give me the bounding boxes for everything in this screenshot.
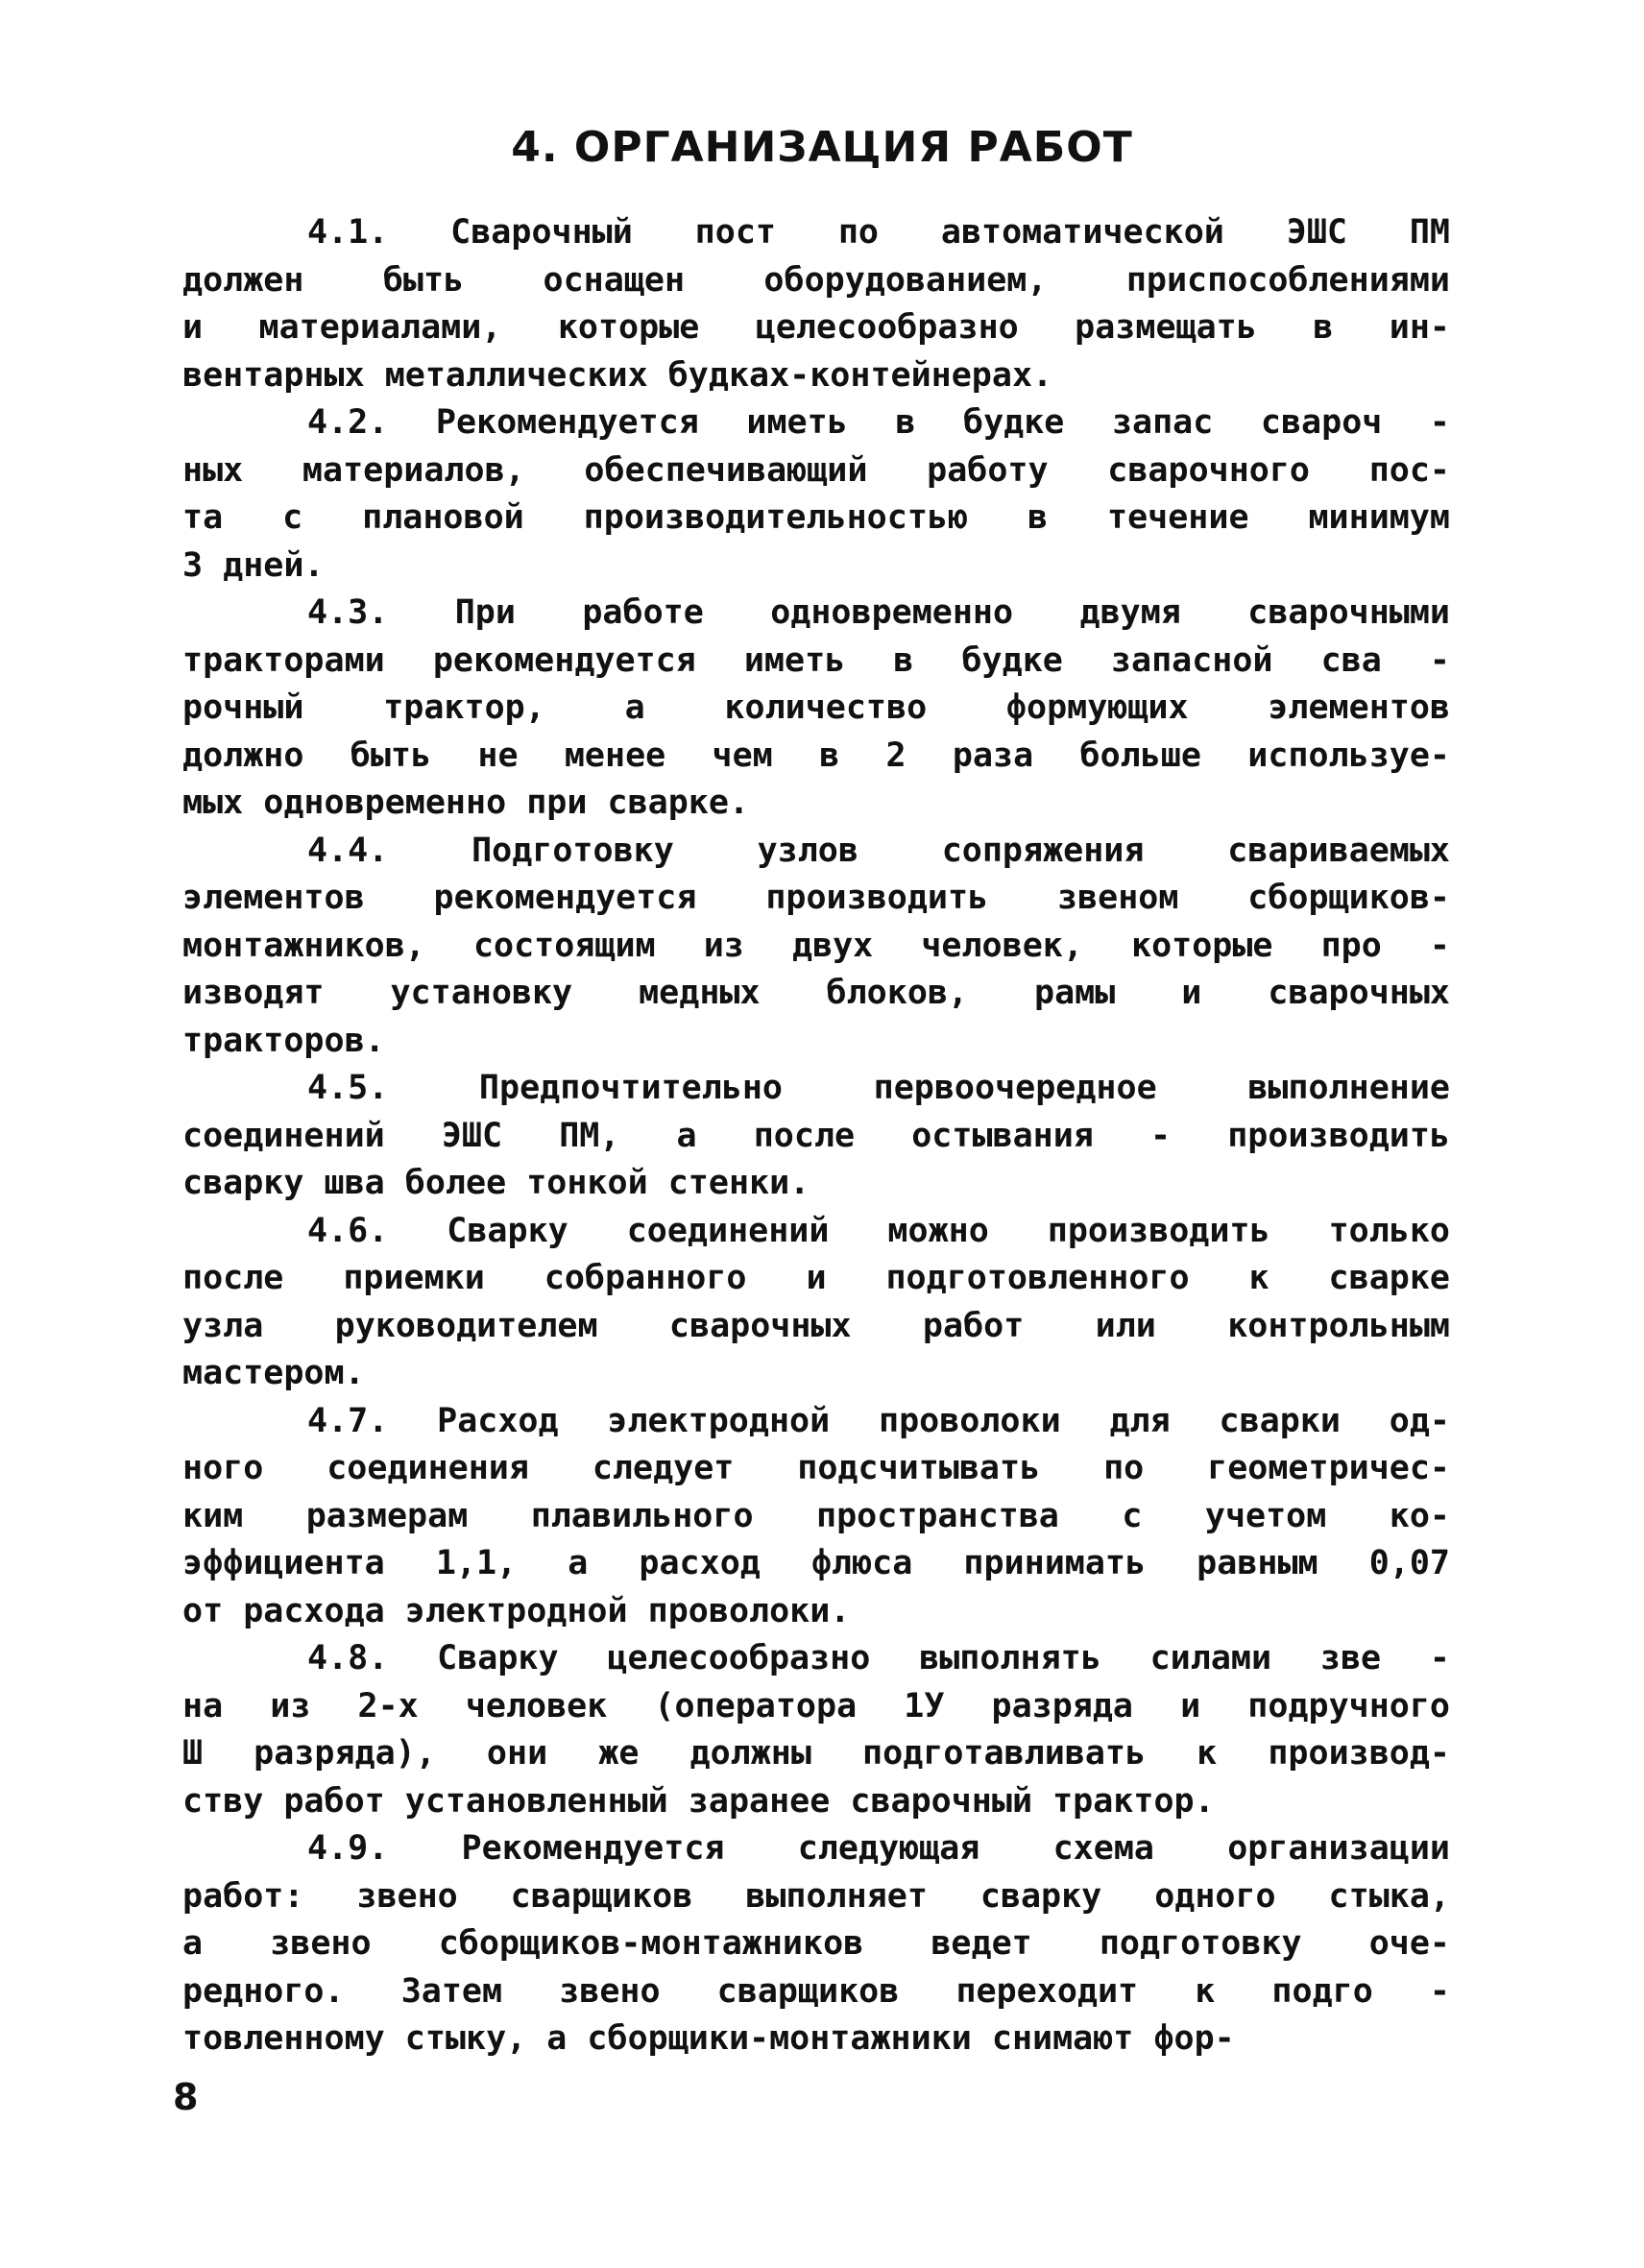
paragraph-line: мых одновременно при сварке. — [182, 784, 750, 822]
paragraph-line: должен быть оснащен оборудованием, приспособлениями — [182, 260, 1450, 300]
paragraph-line: тракторов. — [182, 1021, 385, 1060]
paragraph-line: узла руководителем сварочных работ или контрольным — [182, 1306, 1450, 1345]
paragraph-line: товленному стыку, а сборщики-монтажники снимают фор- — [182, 2019, 1235, 2058]
paragraph-6 — [182, 1208, 1450, 1398]
paragraph-line: ству работ установленный заранее сварочный трактор. — [182, 1781, 1215, 1821]
paragraph-line: после приемки собранного и подготовленного к сварке — [182, 1259, 1450, 1297]
paragraph-line: от расхода электродной проволоки. — [182, 1591, 851, 1630]
document-body — [182, 209, 1450, 2063]
paragraph-line: 4.1. Сварочный пост по автоматической ЭШС ПМ — [307, 213, 1450, 252]
paragraph-line: 4.5. Предпочтительно первоочередное выполнение — [307, 1069, 1450, 1107]
paragraph-8 — [182, 1635, 1450, 1825]
paragraph-line: тракторами рекомендуется иметь в будке запасной сва - — [182, 640, 1450, 680]
paragraph-line: 4.8. Сварку целесообразно выполнять силами зве - — [307, 1639, 1450, 1677]
paragraph-line: редного. Затем звено сварщиков переходит к подго - — [182, 1971, 1450, 2011]
paragraph-line: а звено сборщиков-монтажников ведет подготовку оче- — [182, 1924, 1450, 1963]
paragraph-5 — [182, 1065, 1450, 1208]
paragraph-line: ных материалов, обеспечивающий работу сварочного пос- — [182, 450, 1450, 490]
paragraph-9 — [182, 1825, 1450, 2063]
paragraph-1 — [182, 209, 1450, 399]
paragraph-line: элементов рекомендуется производить звеном сборщиков- — [182, 879, 1450, 917]
paragraph-line: 4.2. Рекомендуется иметь в будке запас свароч - — [307, 403, 1450, 442]
paragraph-line: Ш разряда), они же должны подготавливать к производ- — [182, 1734, 1450, 1773]
page-number: 8 — [173, 2076, 199, 2118]
paragraph-line: должно быть не менее чем в 2 раза больше используе- — [182, 736, 1450, 775]
paragraph-line: ного соединения следует подсчитывать по геометричес- — [182, 1449, 1450, 1487]
paragraph-line: сварку шва более тонкой стенки. — [182, 1164, 810, 1202]
paragraph-line: вентарных металлических будках-контейнерах. — [182, 355, 1053, 395]
paragraph-line: и материалами, которые целесообразно размещать в ин- — [182, 308, 1450, 347]
paragraph-line: соединений ЭШС ПМ, а после остывания - производить — [182, 1116, 1450, 1155]
paragraph-line: та с плановой производительностью в течение минимум — [182, 498, 1450, 537]
paragraph-line: 4.3. При работе одновременно двумя сварочными — [307, 593, 1450, 632]
paragraph-line: 4.9. Рекомендуется следующая схема организации — [307, 1829, 1450, 1868]
paragraph-line: 4.7. Расход электродной проволоки для сварки од- — [307, 1401, 1450, 1440]
paragraph-7 — [182, 1398, 1450, 1636]
paragraph-line: мастером. — [182, 1354, 365, 1392]
paragraph-4 — [182, 828, 1450, 1066]
paragraph-3 — [182, 590, 1450, 828]
paragraph-line: 3 дней. — [182, 545, 325, 585]
paragraph-2 — [182, 399, 1450, 590]
paragraph-line: 4.6. Сварку соединений можно производить только — [307, 1211, 1450, 1250]
paragraph-line: монтажников, состоящим из двух человек, которые про - — [182, 926, 1450, 965]
paragraph-line: 4.4. Подготовку узлов сопряжения свариваемых — [307, 831, 1450, 870]
section-title: 4. ОРГАНИЗАЦИЯ РАБОТ — [511, 123, 1133, 172]
paragraph-line: эффициента 1,1, а расход флюса принимать равным 0,07 — [182, 1544, 1450, 1582]
paragraph-line: ким размерам плавильного пространства с учетом ко- — [182, 1496, 1450, 1535]
paragraph-line: работ: звено сварщиков выполняет сварку одного стыка, — [182, 1876, 1450, 1916]
paragraph-line: изводят установку медных блоков, рамы и сварочных — [182, 974, 1450, 1012]
paragraph-line: на из 2-х человек (оператора 1У разряда и подручного — [182, 1686, 1450, 1725]
paragraph-line: рочный трактор, а количество формующих элементов — [182, 688, 1450, 727]
